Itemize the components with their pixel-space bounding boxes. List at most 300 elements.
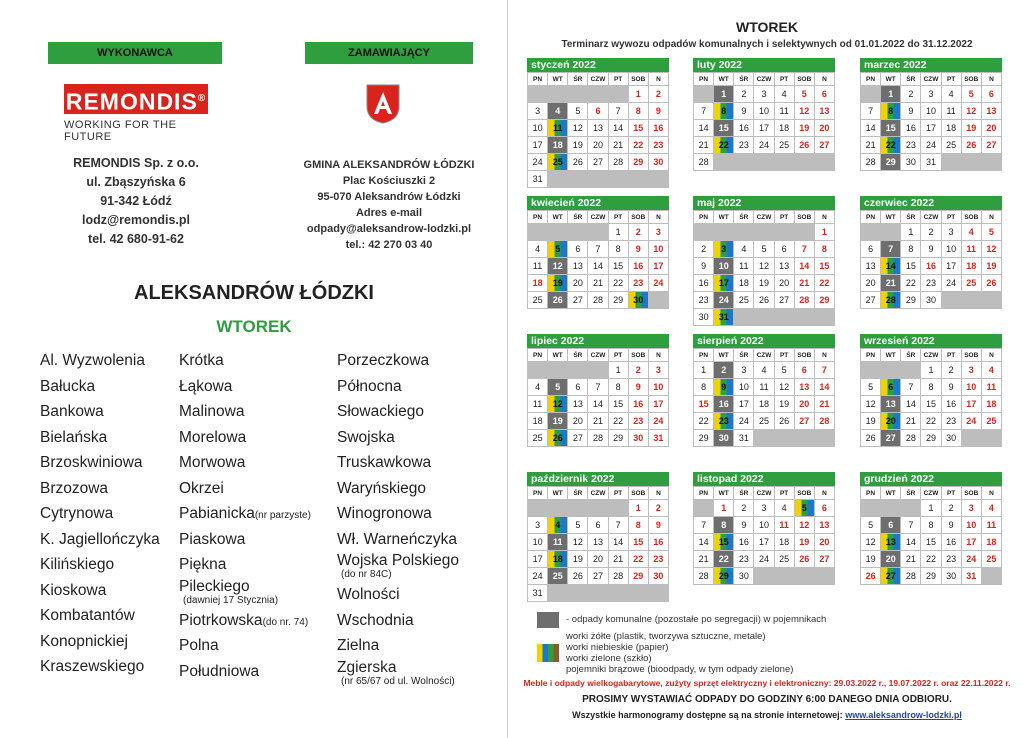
day-cell: 9 <box>734 103 753 119</box>
day-cell: 21 <box>815 396 834 412</box>
day-cell: 30 <box>694 309 713 325</box>
street-name <box>179 501 311 527</box>
day-cell: 10 <box>528 120 547 136</box>
day-cell: 23 <box>649 551 668 567</box>
weekday-header: ŚR <box>734 211 753 223</box>
day-cell: 12 <box>795 517 814 533</box>
day-cell: 9 <box>734 517 753 533</box>
contractor-address <box>48 154 224 249</box>
weekday-header: SOB <box>795 73 814 85</box>
weekday-header: ŚR <box>734 487 753 499</box>
street-name: Bankowa <box>40 403 104 420</box>
day-cell: 23 <box>649 137 668 153</box>
empty-day-cell <box>649 292 668 308</box>
day-cell: 19 <box>861 551 880 567</box>
day-cell: 7 <box>901 379 920 395</box>
day-cell: 8 <box>921 517 940 533</box>
day-cell: 28 <box>901 568 920 584</box>
day-cell: 26 <box>568 568 587 584</box>
day-cell: 4 <box>942 86 961 102</box>
weekday-header: ŚR <box>901 349 920 361</box>
day-cell: 1 <box>815 224 834 240</box>
month-days-grid <box>527 210 669 309</box>
day-cell: 22 <box>629 551 648 567</box>
day-cell: 14 <box>901 534 920 550</box>
empty-day-cell <box>734 309 753 325</box>
month-name: październik 2022 <box>527 472 669 486</box>
day-cell: 27 <box>982 137 1001 153</box>
contractor-address-line: tel. 42 680-91-62 <box>88 232 184 246</box>
day-cell: 26 <box>861 568 880 584</box>
day-cell: 14 <box>815 379 834 395</box>
day-cell: 6 <box>815 500 834 516</box>
month-name: lipiec 2022 <box>527 334 669 348</box>
empty-day-cell <box>942 292 961 308</box>
empty-day-cell <box>881 224 900 240</box>
month-days-grid <box>693 210 835 326</box>
day-cell: 25 <box>734 292 753 308</box>
selective-pickup-day: 14 <box>881 258 900 274</box>
day-cell: 10 <box>962 517 981 533</box>
selective-pickup-day: 15 <box>714 534 733 550</box>
streets-column-3 <box>337 348 459 689</box>
day-cell: 25 <box>528 292 547 308</box>
day-cell: 11 <box>942 103 961 119</box>
day-cell: 5 <box>861 379 880 395</box>
weekday-header: N <box>649 211 668 223</box>
month-calendar <box>527 472 669 602</box>
weekday-header: WT <box>548 73 567 85</box>
day-cell: 26 <box>962 137 981 153</box>
day-cell: 30 <box>629 430 648 446</box>
day-cell: 11 <box>734 258 753 274</box>
weekday-header: PN <box>861 349 880 361</box>
day-cell: 13 <box>861 258 880 274</box>
empty-day-cell <box>528 86 547 102</box>
day-cell: 2 <box>921 224 940 240</box>
day-cell: 26 <box>795 137 814 153</box>
month-days-grid <box>527 486 669 602</box>
weekday-header: PN <box>861 487 880 499</box>
empty-day-cell <box>609 500 628 516</box>
street-name: Łąkowa <box>179 377 233 395</box>
month-days-grid <box>527 348 669 447</box>
day-cell: 22 <box>921 413 940 429</box>
day-cell: 21 <box>694 551 713 567</box>
weekday-header: SOB <box>962 73 981 85</box>
day-cell: 6 <box>815 86 834 102</box>
weekday-header: PT <box>609 211 628 223</box>
day-cell: 5 <box>754 241 773 257</box>
street-name: Morwowa <box>179 454 246 471</box>
day-cell: 4 <box>982 500 1001 516</box>
mixed-pickup-day: 1 <box>714 86 733 102</box>
empty-day-cell <box>795 430 814 446</box>
day-cell: 2 <box>629 362 648 378</box>
day-cell: 28 <box>901 430 920 446</box>
legend-selective-line: pojemniki brązowe (bioodpady, w tym odpady zielone) <box>566 664 794 675</box>
weekday-header: N <box>649 349 668 361</box>
day-cell: 28 <box>609 154 628 170</box>
selective-pickup-day: 27 <box>881 568 900 584</box>
street-name <box>337 659 459 689</box>
day-cell: 3 <box>734 362 753 378</box>
day-cell: 2 <box>649 86 668 102</box>
day-cell: 30 <box>901 154 920 170</box>
website-link[interactable]: www.aleksandrow-lodzki.pl <box>845 710 962 720</box>
day-cell: 22 <box>901 275 920 291</box>
weekday-header: PT <box>609 349 628 361</box>
mixed-pickup-day: 13 <box>881 396 900 412</box>
day-cell: 17 <box>754 120 773 136</box>
empty-day-cell <box>775 430 794 446</box>
weekday-header: CZW <box>921 73 940 85</box>
selective-pickup-day: 9 <box>714 379 733 395</box>
day-cell: 3 <box>649 224 668 240</box>
day-cell: 20 <box>982 120 1001 136</box>
mixed-pickup-day: 22 <box>714 551 733 567</box>
empty-day-cell <box>548 224 567 240</box>
day-cell: 4 <box>734 241 753 257</box>
street-label: Pabianicka <box>179 505 255 522</box>
day-cell: 26 <box>754 292 773 308</box>
empty-day-cell <box>795 154 814 170</box>
weekday-header: ŚR <box>734 349 753 361</box>
day-cell: 7 <box>588 379 607 395</box>
day-cell: 9 <box>942 517 961 533</box>
client-address-line: tel.: 42 270 03 40 <box>345 239 433 251</box>
weekday-header: CZW <box>754 73 773 85</box>
street-name: Słowackiego <box>337 403 425 420</box>
empty-day-cell <box>861 362 880 378</box>
empty-day-cell <box>754 430 773 446</box>
day-cell: 13 <box>588 120 607 136</box>
day-cell: 20 <box>568 413 587 429</box>
day-cell: 3 <box>754 500 773 516</box>
weekday-header: SOB <box>629 73 648 85</box>
day-cell: 9 <box>901 103 920 119</box>
empty-day-cell <box>714 154 733 170</box>
mixed-pickup-day: 29 <box>881 154 900 170</box>
day-cell: 5 <box>982 224 1001 240</box>
mixed-pickup-day: 18 <box>548 137 567 153</box>
month-days-grid <box>860 210 1002 309</box>
selective-pickup-day: 26 <box>548 430 567 446</box>
day-cell: 2 <box>734 86 753 102</box>
day-cell: 9 <box>629 241 648 257</box>
weekday-header: N <box>982 73 1001 85</box>
month-calendar <box>860 334 1002 447</box>
weekday-header: WT <box>714 349 733 361</box>
day-cell: 30 <box>649 568 668 584</box>
empty-day-cell <box>795 568 814 584</box>
day-cell: 6 <box>568 241 587 257</box>
weekday-header: WT <box>881 73 900 85</box>
selective-pickup-day: 23 <box>714 413 733 429</box>
selective-pickup-day: 6 <box>881 379 900 395</box>
footer-time-notice: PROSIMY WYSTAWIAĆ ODPADY DO GODZINY 6:00 DANEGO DNIA ODBIORU. <box>582 694 952 705</box>
day-cell: 10 <box>754 517 773 533</box>
empty-day-cell <box>629 171 648 187</box>
day-cell: 10 <box>734 379 753 395</box>
street-label: Zgierska <box>337 658 397 676</box>
schedule-title: WTOREK <box>736 19 798 35</box>
weekday-header: N <box>982 487 1001 499</box>
mixed-pickup-day: 12 <box>548 258 567 274</box>
selective-pickup-day: 28 <box>881 292 900 308</box>
weekday-header: PN <box>694 349 713 361</box>
month-calendar <box>527 334 669 447</box>
month-calendar <box>693 196 835 326</box>
day-cell: 17 <box>921 120 940 136</box>
day-cell: 15 <box>609 258 628 274</box>
empty-day-cell <box>694 224 713 240</box>
day-cell: 30 <box>942 568 961 584</box>
mixed-pickup-day: 6 <box>881 517 900 533</box>
street-label: Pileckiego <box>179 577 250 595</box>
street-name: Południowa <box>179 662 260 680</box>
mixed-pickup-day: 30 <box>714 430 733 446</box>
weekday-header: PT <box>775 211 794 223</box>
month-calendar <box>527 196 669 309</box>
day-cell: 17 <box>734 396 753 412</box>
day-cell: 15 <box>629 120 648 136</box>
day-cell: 17 <box>649 396 668 412</box>
day-cell: 21 <box>588 413 607 429</box>
contractor-address-line: REMONDIS Sp. z o.o. <box>73 156 199 170</box>
empty-day-cell <box>962 292 981 308</box>
mixed-pickup-day: 19 <box>548 413 567 429</box>
day-cell: 29 <box>609 430 628 446</box>
street-name <box>337 552 459 582</box>
day-cell: 12 <box>775 379 794 395</box>
mixed-pickup-day: 10 <box>714 258 733 274</box>
day-cell: 17 <box>528 551 547 567</box>
day-cell: 20 <box>775 275 794 291</box>
weekday-header: SOB <box>962 211 981 223</box>
day-cell: 4 <box>528 241 547 257</box>
weekday-header: PT <box>942 349 961 361</box>
empty-day-cell <box>528 362 547 378</box>
day-cell: 16 <box>734 120 753 136</box>
day-cell: 17 <box>942 258 961 274</box>
day-cell: 28 <box>694 568 713 584</box>
month-name: czerwiec 2022 <box>860 196 1002 210</box>
day-cell: 31 <box>528 171 547 187</box>
weekday-header: CZW <box>588 211 607 223</box>
day-cell: 22 <box>629 137 648 153</box>
mixed-pickup-day: 4 <box>548 103 567 119</box>
empty-day-cell <box>734 154 753 170</box>
selective-pickup-day: 4 <box>548 517 567 533</box>
empty-day-cell <box>548 171 567 187</box>
mixed-pickup-day: 16 <box>714 396 733 412</box>
day-cell: 6 <box>775 241 794 257</box>
client-address-line: 95-070 Aleksandrów Łódzki <box>317 191 461 203</box>
weekday-header: WT <box>548 487 567 499</box>
weekday-header: WT <box>881 349 900 361</box>
empty-day-cell <box>649 585 668 601</box>
day-cell: 29 <box>629 568 648 584</box>
day-cell: 14 <box>901 396 920 412</box>
empty-day-cell <box>942 154 961 170</box>
day-cell: 17 <box>649 258 668 274</box>
selective-pickup-day: 20 <box>881 413 900 429</box>
day-cell: 13 <box>815 103 834 119</box>
weekday-header: ŚR <box>901 211 920 223</box>
day-cell: 25 <box>775 137 794 153</box>
street-name: Kioskowa <box>40 581 107 599</box>
street-name: Morelowa <box>179 428 247 446</box>
weekday-header: PT <box>942 73 961 85</box>
street-name: Kombatantów <box>40 607 135 624</box>
day-cell: 3 <box>754 86 773 102</box>
day-cell: 5 <box>962 86 981 102</box>
day-cell: 29 <box>921 430 940 446</box>
day-cell: 24 <box>528 568 547 584</box>
day-cell: 25 <box>962 275 981 291</box>
day-cell: 22 <box>815 275 834 291</box>
street-name: Piękna <box>179 556 227 573</box>
day-cell: 19 <box>962 120 981 136</box>
client-label: ZAMAWIAJĄCY <box>305 42 473 64</box>
weekday-header: ŚR <box>568 487 587 499</box>
day-cell: 31 <box>921 154 940 170</box>
empty-day-cell <box>609 171 628 187</box>
month-days-grid <box>860 486 1002 585</box>
day-cell: 9 <box>649 517 668 533</box>
municipality-crest-icon <box>366 84 400 124</box>
empty-day-cell <box>588 224 607 240</box>
weekday-header: PN <box>694 487 713 499</box>
day-cell: 7 <box>588 241 607 257</box>
day-cell: 22 <box>609 275 628 291</box>
day-cell: 11 <box>775 103 794 119</box>
day-cell: 31 <box>528 585 547 601</box>
mixed-pickup-day: 26 <box>548 292 567 308</box>
selective-pickup-day: 29 <box>714 568 733 584</box>
day-cell: 5 <box>568 517 587 533</box>
day-cell: 5 <box>795 86 814 102</box>
legend-mixed-text: - odpady komunalne (pozostałe po segregacji) w pojemnikach <box>566 614 827 625</box>
weekday-header: PN <box>528 211 547 223</box>
day-cell: 24 <box>734 413 753 429</box>
day-cell: 7 <box>609 517 628 533</box>
empty-day-cell <box>609 585 628 601</box>
day-cell: 2 <box>629 224 648 240</box>
weekday-header: CZW <box>921 349 940 361</box>
day-cell: 27 <box>588 154 607 170</box>
day-cell: 16 <box>921 258 940 274</box>
weekday-header: WT <box>548 349 567 361</box>
weekday-header: ŚR <box>901 487 920 499</box>
selective-pickup-day: 11 <box>548 120 567 136</box>
day-cell: 15 <box>921 396 940 412</box>
weekday-header: ŚR <box>734 73 753 85</box>
day-cell: 2 <box>942 362 961 378</box>
day-cell: 11 <box>962 241 981 257</box>
day-cell: 16 <box>734 534 753 550</box>
day-cell: 24 <box>754 551 773 567</box>
empty-day-cell <box>714 224 733 240</box>
street-note: (nr parzyste) <box>254 510 311 521</box>
legend-selective-swatch <box>537 644 559 662</box>
weekday-header: CZW <box>921 211 940 223</box>
day-cell: 7 <box>694 517 713 533</box>
day-cell: 22 <box>609 413 628 429</box>
day-cell: 27 <box>815 551 834 567</box>
day-cell: 6 <box>861 241 880 257</box>
day-cell: 3 <box>528 517 547 533</box>
weekday-header: WT <box>714 487 733 499</box>
weekday-header: PT <box>775 349 794 361</box>
day-cell: 20 <box>861 275 880 291</box>
day-cell: 3 <box>942 224 961 240</box>
day-cell: 16 <box>901 120 920 136</box>
empty-day-cell <box>528 224 547 240</box>
day-cell: 27 <box>588 568 607 584</box>
weekday-header: PN <box>528 487 547 499</box>
weekday-header: SOB <box>629 487 648 499</box>
day-cell: 1 <box>921 500 940 516</box>
selective-pickup-day: 25 <box>548 154 567 170</box>
client-address-line: Plac Kościuszki 2 <box>342 175 436 187</box>
day-cell: 10 <box>962 379 981 395</box>
weekday-header: PT <box>942 487 961 499</box>
day-cell: 30 <box>921 292 940 308</box>
day-cell: 4 <box>775 86 794 102</box>
streets-column-2 <box>179 348 311 684</box>
day-cell: 11 <box>982 517 1001 533</box>
day-cell: 10 <box>649 379 668 395</box>
day-cell: 26 <box>568 154 587 170</box>
day-cell: 10 <box>942 241 961 257</box>
selective-pickup-day: 5 <box>548 241 567 257</box>
weekday-header: CZW <box>754 211 773 223</box>
day-cell: 24 <box>921 137 940 153</box>
day-cell: 21 <box>588 275 607 291</box>
day-cell: 2 <box>942 500 961 516</box>
selective-pickup-day: 18 <box>548 551 567 567</box>
day-cell: 29 <box>609 292 628 308</box>
day-cell: 19 <box>775 396 794 412</box>
empty-day-cell <box>588 362 607 378</box>
legend-selective-line: worki żółte (plastik, tworzywa sztuczne, metale) <box>566 631 766 642</box>
street-name: Okrzei <box>179 479 224 497</box>
day-cell: 16 <box>629 258 648 274</box>
day-cell: 10 <box>921 103 940 119</box>
day-cell: 22 <box>921 551 940 567</box>
selective-pickup-day: 5 <box>795 500 814 516</box>
empty-day-cell <box>754 224 773 240</box>
day-cell: 21 <box>694 137 713 153</box>
mixed-pickup-day: 8 <box>714 517 733 533</box>
month-days-grid <box>527 72 669 188</box>
day-cell: 1 <box>629 86 648 102</box>
selective-pickup-day: 12 <box>548 396 567 412</box>
empty-day-cell <box>982 430 1001 446</box>
street-name: Kraszewskiego <box>40 658 145 675</box>
day-cell: 19 <box>795 534 814 550</box>
day-cell: 29 <box>901 292 920 308</box>
month-calendar <box>693 58 835 171</box>
day-cell: 14 <box>588 396 607 412</box>
empty-day-cell <box>609 86 628 102</box>
day-cell: 23 <box>942 413 961 429</box>
empty-day-cell <box>568 86 587 102</box>
day-cell: 28 <box>861 154 880 170</box>
empty-day-cell <box>982 568 1001 584</box>
